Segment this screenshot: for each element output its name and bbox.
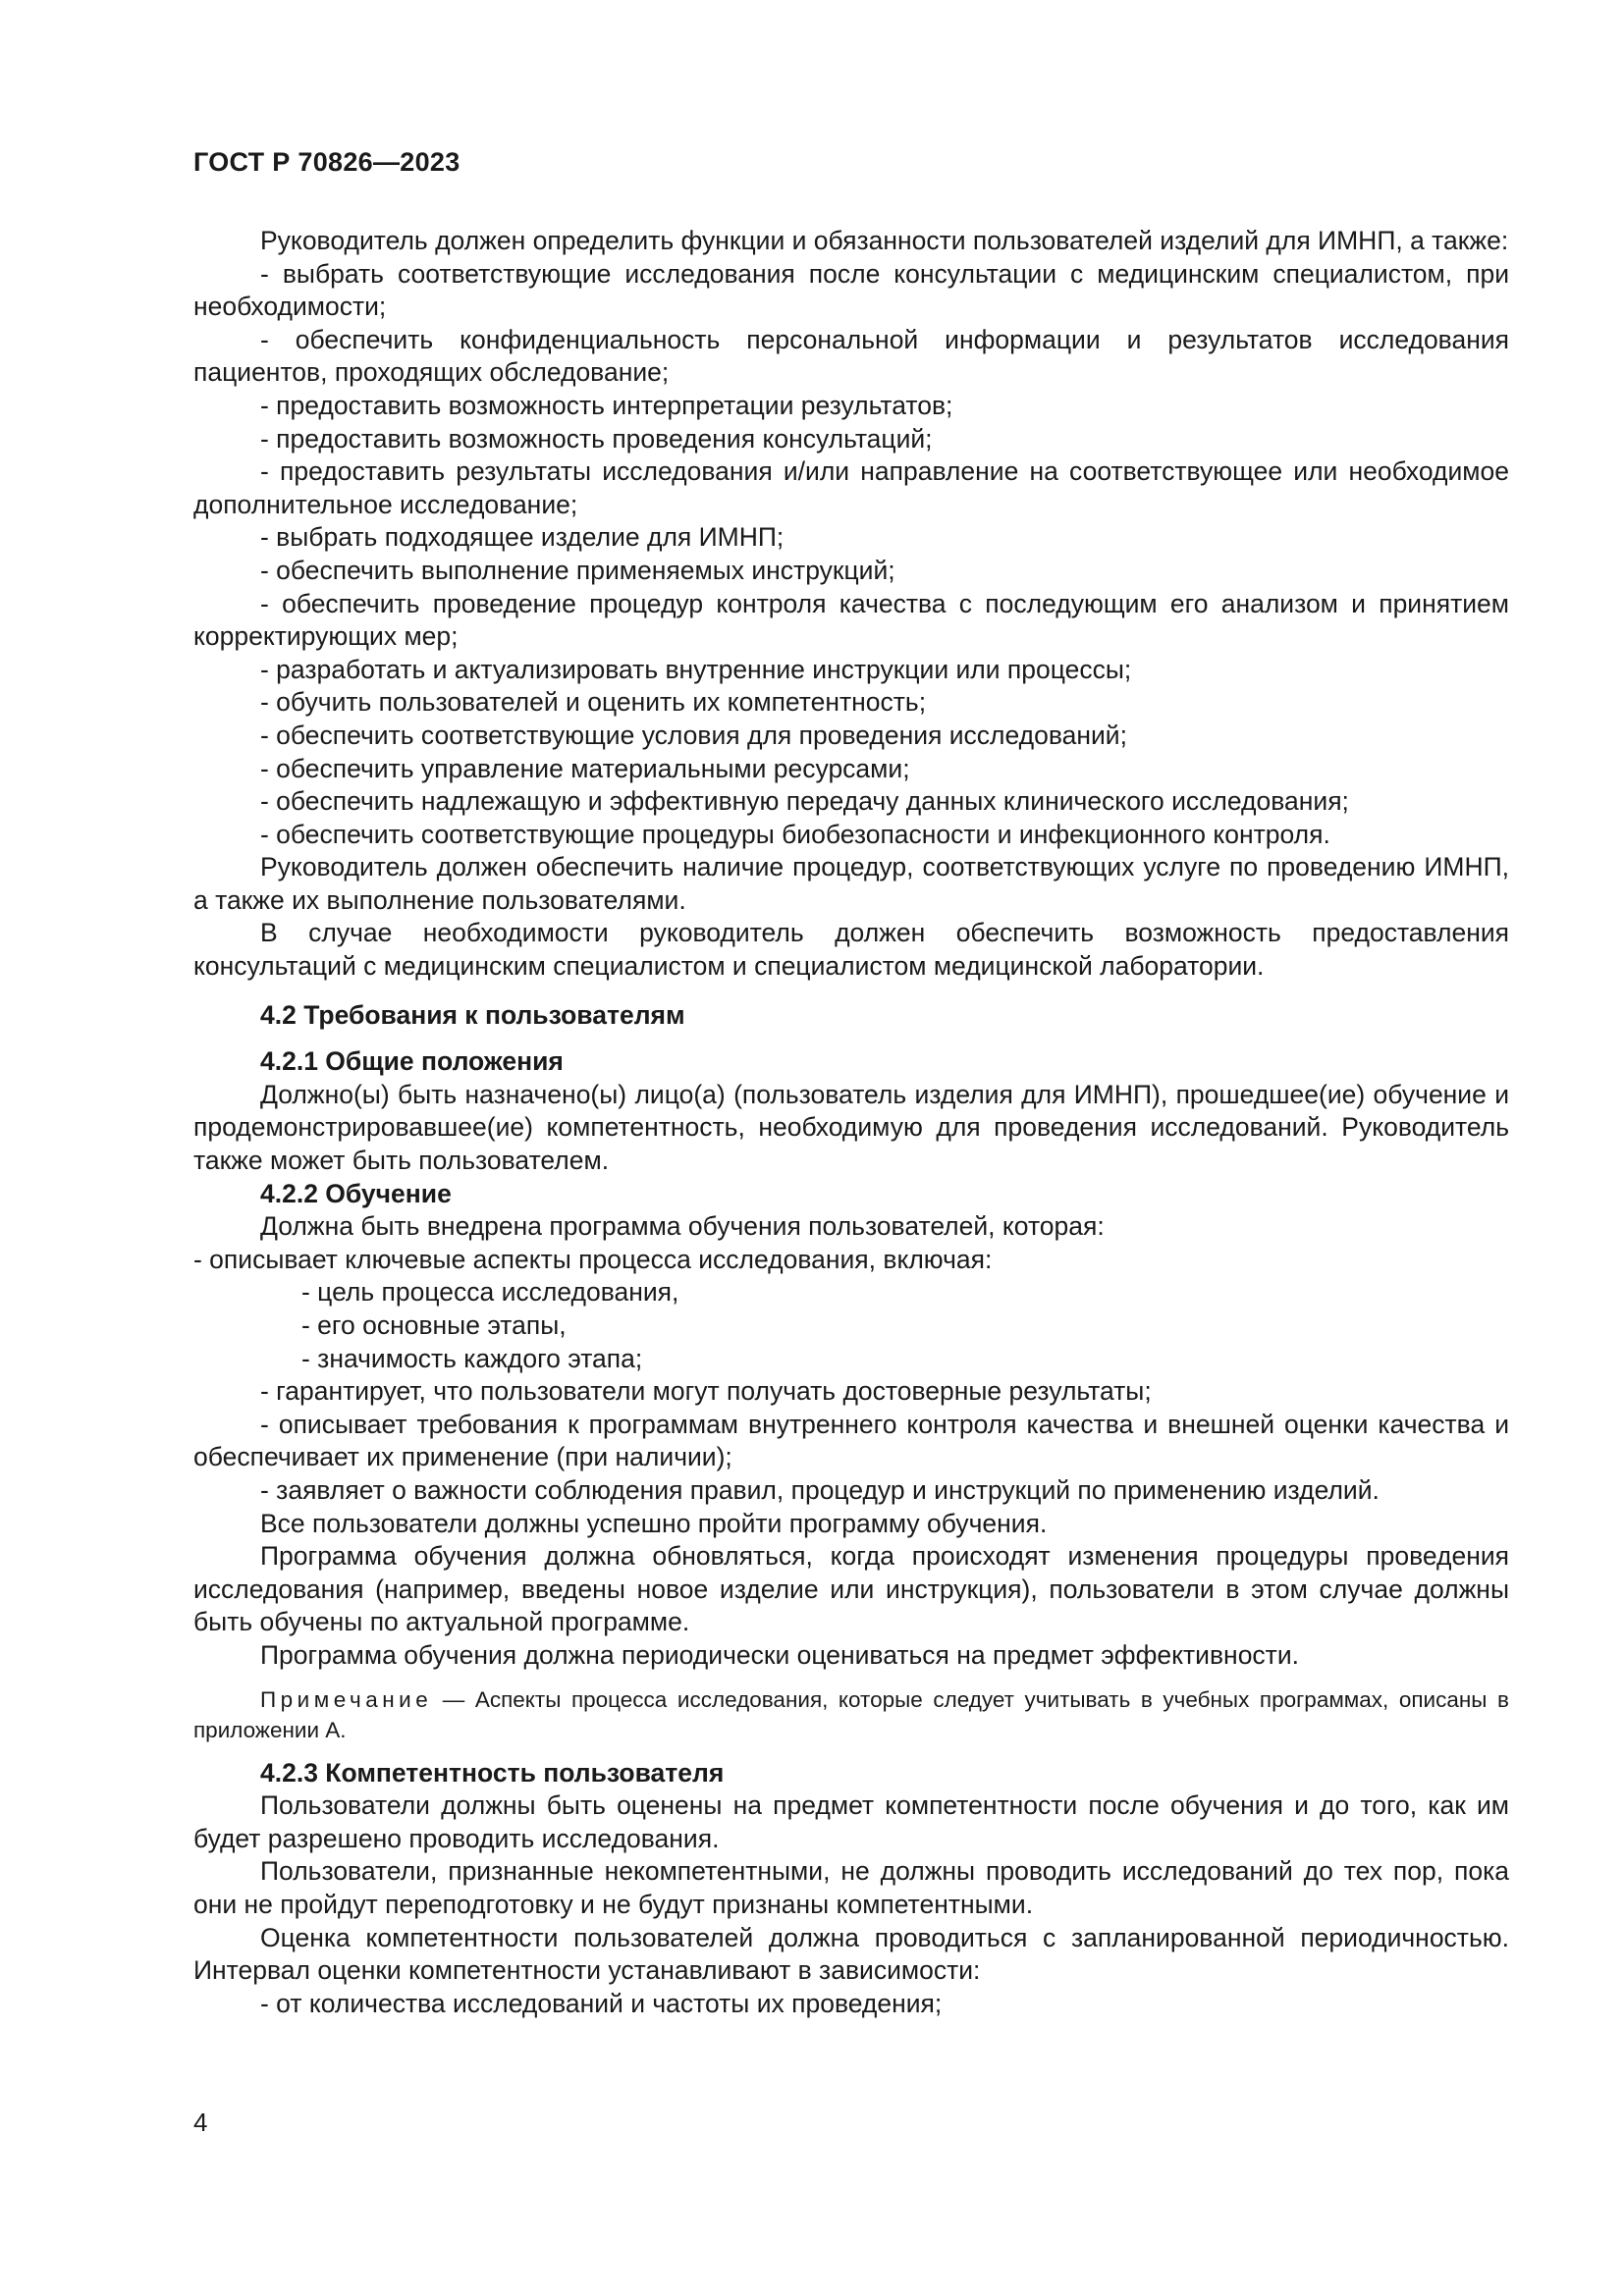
list-item: - обеспечить управление материальными ресурсами; — [260, 753, 910, 783]
paragraph-training-program: Должна быть внедрена программа обучения пользователей, которая: — [260, 1211, 1105, 1242]
paragraph-consultations: В случае необходимости руководитель должен обеспечить возможность предоставления консультаций с медицинским специалистом и специалистом медицинской лаборатории. — [193, 918, 1509, 982]
sub-list-item: - его основные этапы, — [301, 1310, 567, 1340]
subsection-heading-4-2-2: 4.2.2 Обучение — [260, 1178, 452, 1208]
paragraph-incompetent-users: Пользователи, признанные некомпетентными, не должны проводить исследований до тех пор, пока они не пройдут переподготовку и не будут признаны компетентными. — [193, 1856, 1509, 1919]
list-item: - обеспечить соответствующие условия для проведения исследований; — [260, 720, 1127, 750]
paragraph-procedures: Руководитель должен обеспечить наличие процедур, соответствующих услуге по проведению ИМНП, а также их выполнение пользователями. — [193, 852, 1509, 915]
paragraph-all-users-training: Все пользователи должны успешно пройти программу обучения. — [260, 1508, 1048, 1538]
page-number: 4 — [193, 2108, 208, 2137]
note — [193, 1684, 1509, 1745]
list-item: - гарантирует, что пользователи могут получать достоверные результаты; — [260, 1376, 1152, 1407]
subsection-heading-4-2-3: 4.2.3 Компетентность пользователя — [260, 1757, 725, 1788]
sub-list-item: - значимость каждого этапа; — [301, 1343, 643, 1373]
list-item: - предоставить возможность интерпретации результатов; — [260, 390, 953, 420]
sub-list-item: - цель процесса исследования, — [301, 1277, 679, 1308]
list-item: - обеспечить соответствующие процедуры биобезопасности и инфекционного контроля. — [260, 819, 1330, 849]
subsection-heading-4-2-1: 4.2.1 Общие положения — [260, 1046, 564, 1077]
list-item: - разработать и актуализировать внутренние инструкции или процессы; — [260, 654, 1132, 684]
standard-header: ГОСТ Р 70826—2023 — [193, 147, 460, 177]
list-item: - обеспечить конфиденциальность персональной информации и результатов исследования пациентов, проходящих обследование; — [193, 324, 1509, 388]
paragraph-manager-duties: Руководитель должен определить функции и обязанности пользователей изделий для ИМНП, а также: — [260, 226, 1509, 255]
paragraph-competence-assessment: Пользователи должны быть оценены на предмет компетентности после обучения и до того, как им будет разрешено проводить исследования. — [193, 1790, 1509, 1853]
section-heading-4-2: 4.2 Требования к пользователям — [260, 999, 685, 1030]
paragraph-program-evaluation: Программа обучения должна периодически оцениваться на предмет эффективности. — [260, 1639, 1299, 1670]
paragraph-assessment-interval: Оценка компетентности пользователей должна проводиться с запланированной периодичностью. Интервал оценки компетентности устанавливают в зависимости: — [193, 1922, 1509, 1986]
list-item: - выбрать соответствующие исследования после консультации с медицинским специалистом, при необходимости; — [193, 258, 1509, 322]
list-item: - обеспечить выполнение применяемых инструкций; — [260, 555, 895, 585]
list-item: - от количества исследований и частоты их проведения; — [260, 1988, 943, 2018]
list-item: - предоставить возможность проведения консультаций; — [260, 423, 933, 454]
list-item: - обеспечить проведение процедур контроля качества с последующим его анализом и принятием корректирующих мер; — [193, 588, 1509, 652]
list-item: - обеспечить надлежащую и эффективную передачу данных клинического исследования; — [260, 786, 1349, 817]
list-item: - выбрать подходящее изделие для ИМНП; — [260, 522, 785, 553]
list-item: - описывает ключевые аспекты процесса исследования, включая: — [193, 1244, 993, 1274]
paragraph-general-provisions: Должно(ы) быть назначено(ы) лицо(а) (пользователь изделия для ИМНП), прошедшее(ие) обучение и продемонстрировавшее(ие) компетентность, необходимую для проведения исследований. Руководитель также может быть пользователем. — [193, 1079, 1509, 1176]
list-item: - заявляет о важности соблюдения правил, процедур и инструкций по применению изделий. — [260, 1474, 1380, 1505]
list-item: - предоставить результаты исследования и/или направление на соответствующее или необходимое дополнительное исследование; — [193, 456, 1509, 519]
note-label: Примечание — [260, 1686, 433, 1712]
list-item: - обучить пользователей и оценить их компетентность; — [260, 687, 927, 718]
document-body — [193, 225, 1509, 2020]
paragraph-program-update: Программа обучения должна обновляться, когда происходят изменения процедуры проведения исследования (например, введены новое изделие или инструкция), пользователи в этом случае должны быть обучены по актуальной программе. — [193, 1541, 1509, 1637]
list-item: - описывает требования к программам внутреннего контроля качества и внешней оценки качества и обеспечивает их применение (при наличии); — [193, 1409, 1509, 1472]
note-text: — Аспекты процесса исследования, которые следует учитывать в учебных программах, описаны в приложении А. — [193, 1686, 1509, 1742]
